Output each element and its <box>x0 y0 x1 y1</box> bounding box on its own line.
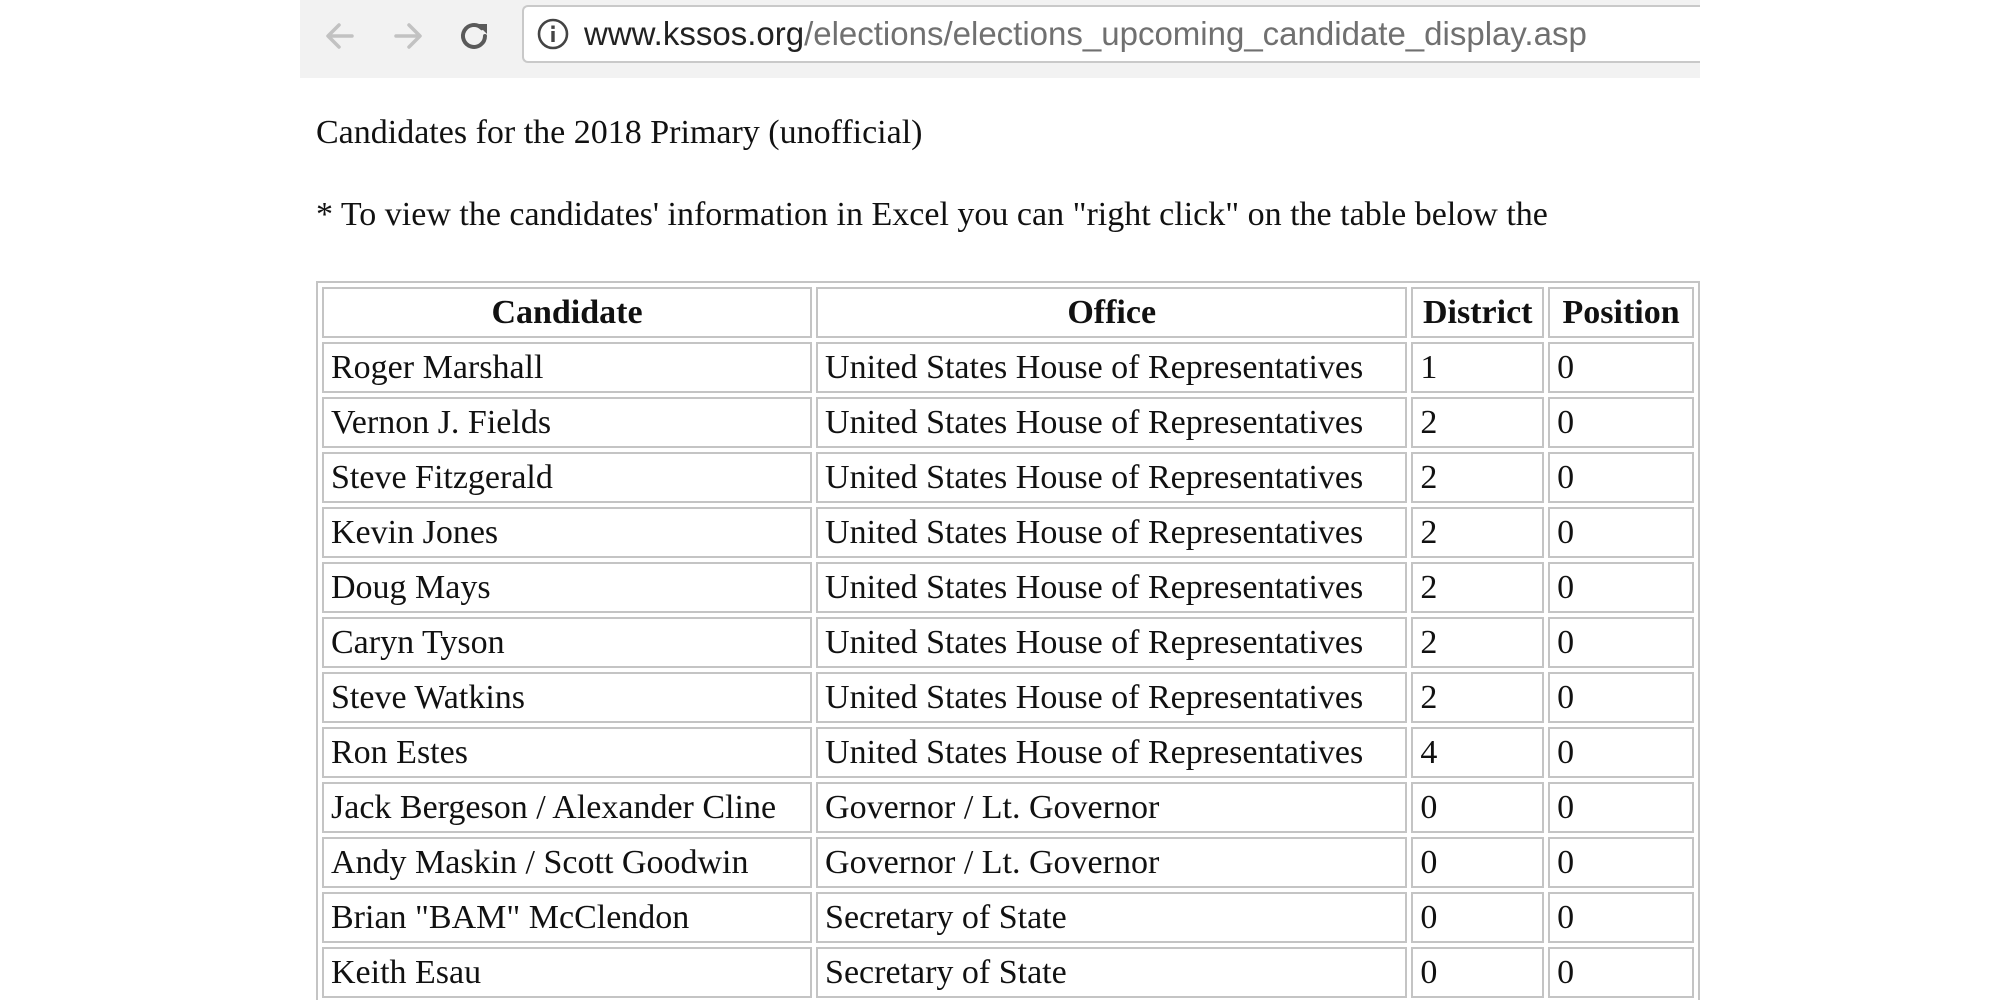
district-cell: 2 <box>1411 672 1544 723</box>
office-cell: United States House of Representatives <box>816 342 1407 393</box>
candidate-cell: Ron Estes <box>322 727 812 778</box>
district-cell: 2 <box>1411 452 1544 503</box>
office-cell: Secretary of State <box>816 892 1407 943</box>
office-cell: United States House of Representatives <box>816 562 1407 613</box>
browser-window <box>300 0 1700 1000</box>
info-icon[interactable] <box>536 17 570 51</box>
url-path: /elections/elections_upcoming_candidate_display.asp <box>804 15 1587 52</box>
address-bar[interactable] <box>522 5 1700 63</box>
table-row <box>322 672 1694 723</box>
column-header-position: Position <box>1548 287 1694 338</box>
office-cell: United States House of Representatives <box>816 397 1407 448</box>
candidate-cell: Andy Maskin / Scott Goodwin <box>322 837 812 888</box>
reload-icon <box>455 17 493 55</box>
office-cell: United States House of Representatives <box>816 617 1407 668</box>
table-row <box>322 727 1694 778</box>
office-cell: Secretary of State <box>816 947 1407 998</box>
position-cell: 0 <box>1548 837 1694 888</box>
candidates-table <box>316 281 1700 1000</box>
district-cell: 0 <box>1411 892 1544 943</box>
office-cell: United States House of Representatives <box>816 452 1407 503</box>
back-arrow-icon <box>322 18 358 54</box>
candidate-cell: Steve Fitzgerald <box>322 452 812 503</box>
district-cell: 2 <box>1411 562 1544 613</box>
url-host: www.kssos.org <box>584 15 805 52</box>
table-row <box>322 452 1694 503</box>
table-row <box>322 397 1694 448</box>
table-row <box>322 342 1694 393</box>
page-content <box>300 78 1700 1000</box>
excel-note: * To view the candidates' information in Excel you can "right click" on the table below the <box>316 196 1548 233</box>
candidate-cell: Caryn Tyson <box>322 617 812 668</box>
candidate-cell: Vernon J. Fields <box>322 397 812 448</box>
office-cell: Governor / Lt. Governor <box>816 837 1407 888</box>
position-cell: 0 <box>1548 562 1694 613</box>
district-cell: 1 <box>1411 342 1544 393</box>
candidate-cell: Roger Marshall <box>322 342 812 393</box>
district-cell: 2 <box>1411 507 1544 558</box>
position-cell: 0 <box>1548 397 1694 448</box>
district-cell: 4 <box>1411 727 1544 778</box>
browser-toolbar <box>300 0 1700 78</box>
office-cell: United States House of Representatives <box>816 507 1407 558</box>
district-cell: 2 <box>1411 617 1544 668</box>
position-cell: 0 <box>1548 892 1694 943</box>
candidate-cell: Doug Mays <box>322 562 812 613</box>
position-cell: 0 <box>1548 617 1694 668</box>
position-cell: 0 <box>1548 507 1694 558</box>
table-header-row <box>322 287 1694 338</box>
forward-button[interactable] <box>384 10 432 62</box>
candidate-cell: Keith Esau <box>322 947 812 998</box>
forward-arrow-icon <box>390 18 426 54</box>
position-cell: 0 <box>1548 947 1694 998</box>
column-header-candidate: Candidate <box>322 287 812 338</box>
page-title: Candidates for the 2018 Primary (unofficial) <box>316 114 923 151</box>
candidate-cell: Steve Watkins <box>322 672 812 723</box>
table-row <box>322 947 1694 998</box>
column-header-district: District <box>1411 287 1544 338</box>
position-cell: 0 <box>1548 672 1694 723</box>
district-cell: 2 <box>1411 397 1544 448</box>
column-header-office: Office <box>816 287 1407 338</box>
position-cell: 0 <box>1548 452 1694 503</box>
table-row <box>322 892 1694 943</box>
office-cell: Governor / Lt. Governor <box>816 782 1407 833</box>
district-cell: 0 <box>1411 947 1544 998</box>
reload-button[interactable] <box>450 10 498 62</box>
table-row <box>322 617 1694 668</box>
table-row <box>322 837 1694 888</box>
position-cell: 0 <box>1548 342 1694 393</box>
office-cell: United States House of Representatives <box>816 672 1407 723</box>
district-cell: 0 <box>1411 782 1544 833</box>
district-cell: 0 <box>1411 837 1544 888</box>
table-row <box>322 507 1694 558</box>
table-row <box>322 782 1694 833</box>
candidate-cell: Jack Bergeson / Alexander Cline <box>322 782 812 833</box>
back-button[interactable] <box>316 10 364 62</box>
table-row <box>322 562 1694 613</box>
candidate-cell: Kevin Jones <box>322 507 812 558</box>
position-cell: 0 <box>1548 727 1694 778</box>
position-cell: 0 <box>1548 782 1694 833</box>
candidate-cell: Brian "BAM" McClendon <box>322 892 812 943</box>
office-cell: United States House of Representatives <box>816 727 1407 778</box>
